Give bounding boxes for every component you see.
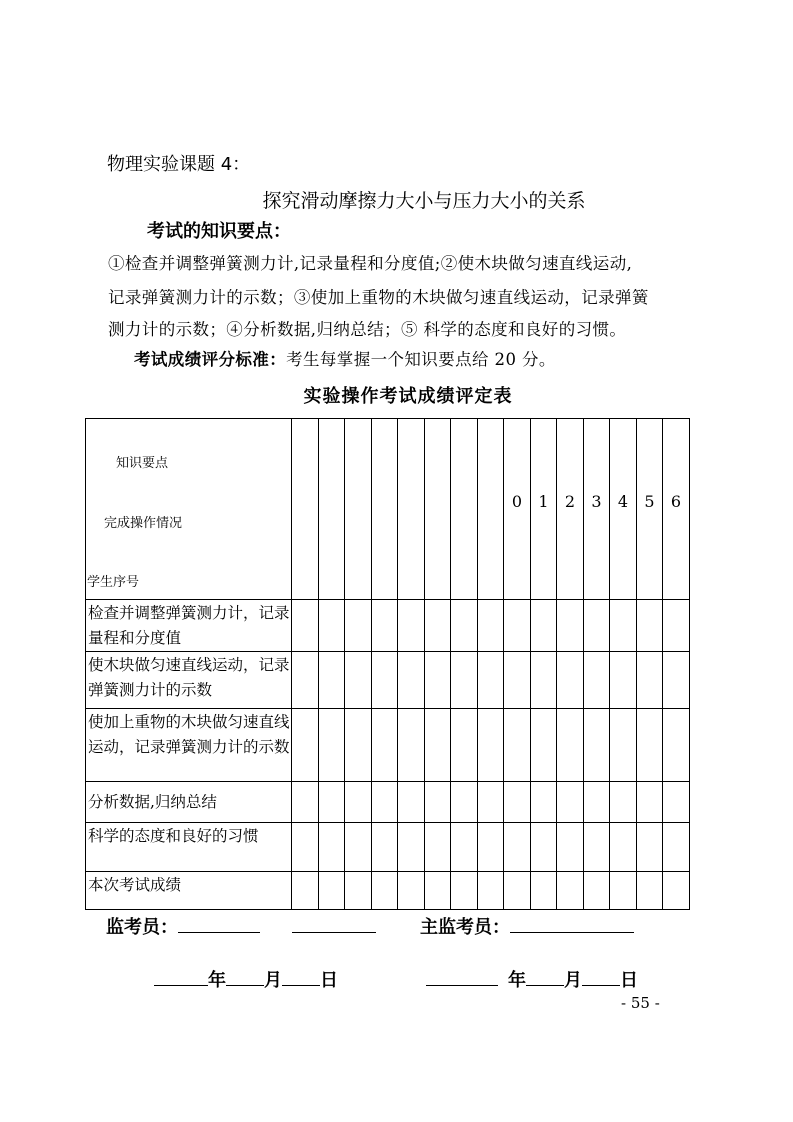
header-empty-cell [319,419,345,600]
examiner-label: 监考员： [106,917,178,938]
student-number: 0 [504,419,531,600]
row-label: 检查并调整弹簧测力计，记录量程和分度值 [86,600,292,652]
row-label: 使木块做匀速直线运动，记录弹簧测力计的示数 [86,652,292,709]
knowledge-line-3: 测力计的示数；④分析数据,归纳总结；⑤ 科学的态度和良好的习惯。 [108,320,627,339]
month-label: 月 [264,970,282,991]
year-blank [426,967,498,986]
header-knowledge-label: 知识要点 [116,456,169,471]
student-number: 1 [531,419,557,600]
row-label: 使加上重物的木块做匀速直线运动，记录弹簧测力计的示数 [86,709,292,782]
examiner-line-2 [292,914,376,933]
row-label: 分析数据,归纳总结 [86,782,292,823]
subject-heading: 物理实验课题 4： [107,154,251,175]
grade-table [85,418,690,910]
page-title: 探究滑动摩擦力大小与压力大小的关系 [262,190,586,212]
header-empty-cell [478,419,504,600]
header-done-label: 完成操作情况 [104,516,183,531]
table-row [86,823,690,872]
knowledge-heading: 考试的知识要点： [147,221,291,242]
header-empty-cell [425,419,451,600]
chief-examiner-line [510,914,634,933]
header-student-label: 学生序号 [87,575,140,590]
table-row [86,782,690,823]
day-label: 日 [620,970,638,991]
knowledge-line-2: 记录弹簧测力计的示数；③使加上重物的木块做匀速直线运动，记录弹簧 [108,288,649,307]
year-label: 年 [208,970,226,991]
student-number: 5 [637,419,663,600]
month-blank [226,967,264,986]
student-number: 6 [663,419,690,600]
table-row [86,600,690,652]
examiner-signature [106,913,376,939]
table-row [86,709,690,782]
table-header-row [86,419,690,600]
row-label: 本次考试成绩 [86,872,292,910]
month-blank [526,967,564,986]
examiner-line-1 [178,914,260,933]
header-empty-cell [372,419,398,600]
day-label: 日 [320,970,338,991]
date-2 [426,966,638,992]
knowledge-line-1: ①检查并调整弹簧测力计,记录量程和分度值;②使木块做匀速直线运动, [108,254,633,273]
header-empty-cell [451,419,478,600]
scoring-standard-label: 考试成绩评分标准： [134,350,287,369]
month-label: 月 [564,970,582,991]
header-empty-cell [398,419,425,600]
chief-examiner-label: 主监考员： [420,917,510,938]
table-row [86,872,690,910]
header-empty-cell [345,419,372,600]
table-row [86,652,690,709]
year-label: 年 [508,970,526,991]
header-empty-cell [292,419,319,600]
date-1 [154,966,338,992]
row-label: 科学的态度和良好的习惯 [86,823,292,872]
student-number: 4 [610,419,637,600]
student-number: 3 [584,419,610,600]
scoring-standard-text: 考生每掌握一个知识要点给 20 分。 [286,350,556,369]
scoring-standard [134,346,556,370]
table-title: 实验操作考试成绩评定表 [303,386,513,407]
year-blank [154,967,208,986]
chief-examiner-signature [420,913,634,939]
student-number: 2 [557,419,584,600]
day-blank [282,967,320,986]
header-diagonal-cell [86,419,292,600]
day-blank [582,967,620,986]
page-number: - 55 - [621,994,660,1012]
